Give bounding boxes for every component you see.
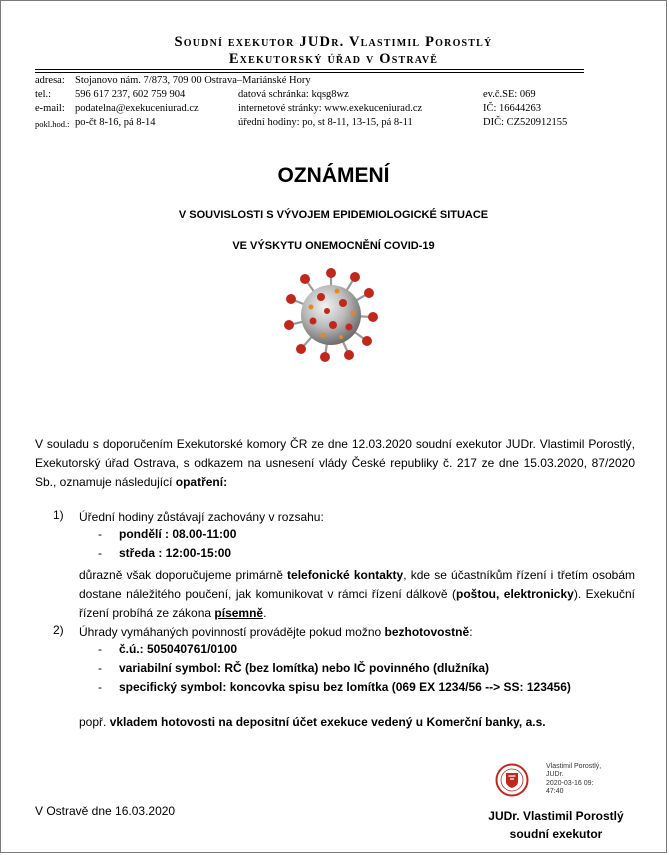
closing-text: popř. <box>79 715 110 729</box>
stamp-line-4: 47:40 <box>546 788 564 796</box>
cashier-hours-label: pokl.hod.: <box>35 119 70 129</box>
dic-value: DIČ: CZ520912155 <box>483 117 568 128</box>
tel-value: 596 617 237, 602 759 904 <box>75 89 186 100</box>
specific-symbol: specifický symbol: koncovka spisu bez lomítka (069 EX 1234/56 --> SS: 123456) <box>119 680 571 694</box>
remote-channels-emphasis: poštou, elektronicky <box>456 587 574 601</box>
digital-signature-icon <box>495 763 529 797</box>
ev-number: ev.č.SE: 069 <box>483 89 536 100</box>
item-2-text: Úhrady vymáhaných povinností provádějte pokud možno <box>79 625 385 639</box>
signature-block <box>481 807 631 843</box>
stamp-line-1: Vlastimil Porostlý, <box>546 763 602 770</box>
item-1-dash-b: - <box>98 546 102 560</box>
address-value: Stojanovo nám. 7/873, 709 00 Ostrava–Mariánské Hory <box>75 75 311 86</box>
header-rule-thin <box>35 72 584 73</box>
item-1-paragraph <box>79 566 635 623</box>
signer-role: soudní exekutor <box>509 827 603 841</box>
cashless-emphasis: bezhotovostně <box>384 625 470 639</box>
item-2-number: 2) <box>53 623 64 637</box>
letterhead <box>1 34 666 68</box>
item-1-text-d: . <box>263 606 267 620</box>
variable-symbol: variabilní symbol: RČ (bez lomítka) nebo IČ povinného (dlužníka) <box>119 661 490 675</box>
cashier-hours-value: po-čt 8-16, pá 8-14 <box>75 117 156 128</box>
office-hours: úřední hodiny: po, st 8-11, 13-15, pá 8-11 <box>238 117 413 128</box>
databox-value: datová schránka: kqsg8wz <box>238 89 349 100</box>
letterhead-line1: Soudní exekutor JUDr. Vlastimil Porostlý <box>174 34 493 50</box>
coronavirus-image <box>283 267 379 363</box>
intro-paragraph <box>35 435 635 492</box>
closing-bold: vkladem hotovosti na depositní účet exekuce vedený u Komerční banky, a.s. <box>109 715 546 729</box>
email-label: e-mail: <box>35 103 65 114</box>
signer-name: JUDr. Vlastimil Porostlý <box>488 809 624 823</box>
place-date: V Ostravě dne 16.03.2020 <box>35 804 176 818</box>
address-label: adresa: <box>35 75 65 86</box>
email-value: podatelna@exekuceniurad.cz <box>75 103 199 114</box>
header-rule <box>35 69 584 70</box>
intro-text: V souladu s doporučením Exekutorské komory ČR ze dne 12.03.2020 soudní exekutor JUDr. Vlastimil Porostlý, Exekutorský úřad Ostrava, s odkazem na usnesení vlády České republiky č. 217 ze dne 15.03.2020, 87/2020 Sb., oznamuje následující <box>35 437 635 489</box>
account-number: č.ú.: 505040761/0100 <box>119 642 238 656</box>
intro-bold-measures: opatření: <box>175 475 228 489</box>
item-1-number: 1) <box>53 508 64 522</box>
stamp-line-2: JUDr. <box>546 771 564 779</box>
subtitle-2: VE VÝSKYTU ONEMOCNĚNÍ COVID-19 <box>232 240 435 252</box>
item-2-heading <box>79 623 635 642</box>
item-1-text-b: , kde se účastníkům řízení i třetím osobám dostane náležitého poučení, jak komunikovat v rámci řízení dálkově ( <box>79 568 635 601</box>
item-1-heading: Úřední hodiny zůstávají zachovány v rozsahu: <box>79 510 324 524</box>
item-1-dash-a: - <box>98 527 102 541</box>
in-writing-emphasis: písemně <box>214 606 264 620</box>
letterhead-line2: Exekutorský úřad v Ostravě <box>228 51 439 67</box>
stamp-line-3: 2020-03-16 09: <box>546 779 594 787</box>
item-1-text-a: důrazně však doporučujeme primárně <box>79 568 288 582</box>
hours-monday: pondělí : 08.00-11:00 <box>119 527 237 541</box>
item-2-dash-c: - <box>98 680 102 694</box>
digital-signature-text <box>546 763 601 797</box>
item-1-text-c: ). Exekuční řízení probíhá ze zákona <box>79 587 635 620</box>
phone-contacts-emphasis: telefonické kontakty <box>287 568 404 582</box>
item-2-colon: : <box>469 625 473 639</box>
subtitle-1: V SOUVISLOSTI S VÝVOJEM EPIDEMIOLOGICKÉ SITUACE <box>178 209 489 221</box>
website-value: internetové stránky: www.exekuceniurad.cz <box>238 103 423 114</box>
item-2-dash-a: - <box>98 642 102 656</box>
item-2-dash-b: - <box>98 661 102 675</box>
ic-value: IČ: 16644263 <box>483 103 542 114</box>
tel-label: tel.: <box>35 89 52 100</box>
hours-wednesday: středa : 12:00-15:00 <box>119 546 232 560</box>
closing-line <box>79 713 639 732</box>
page-title: OZNÁMENÍ <box>277 164 390 187</box>
